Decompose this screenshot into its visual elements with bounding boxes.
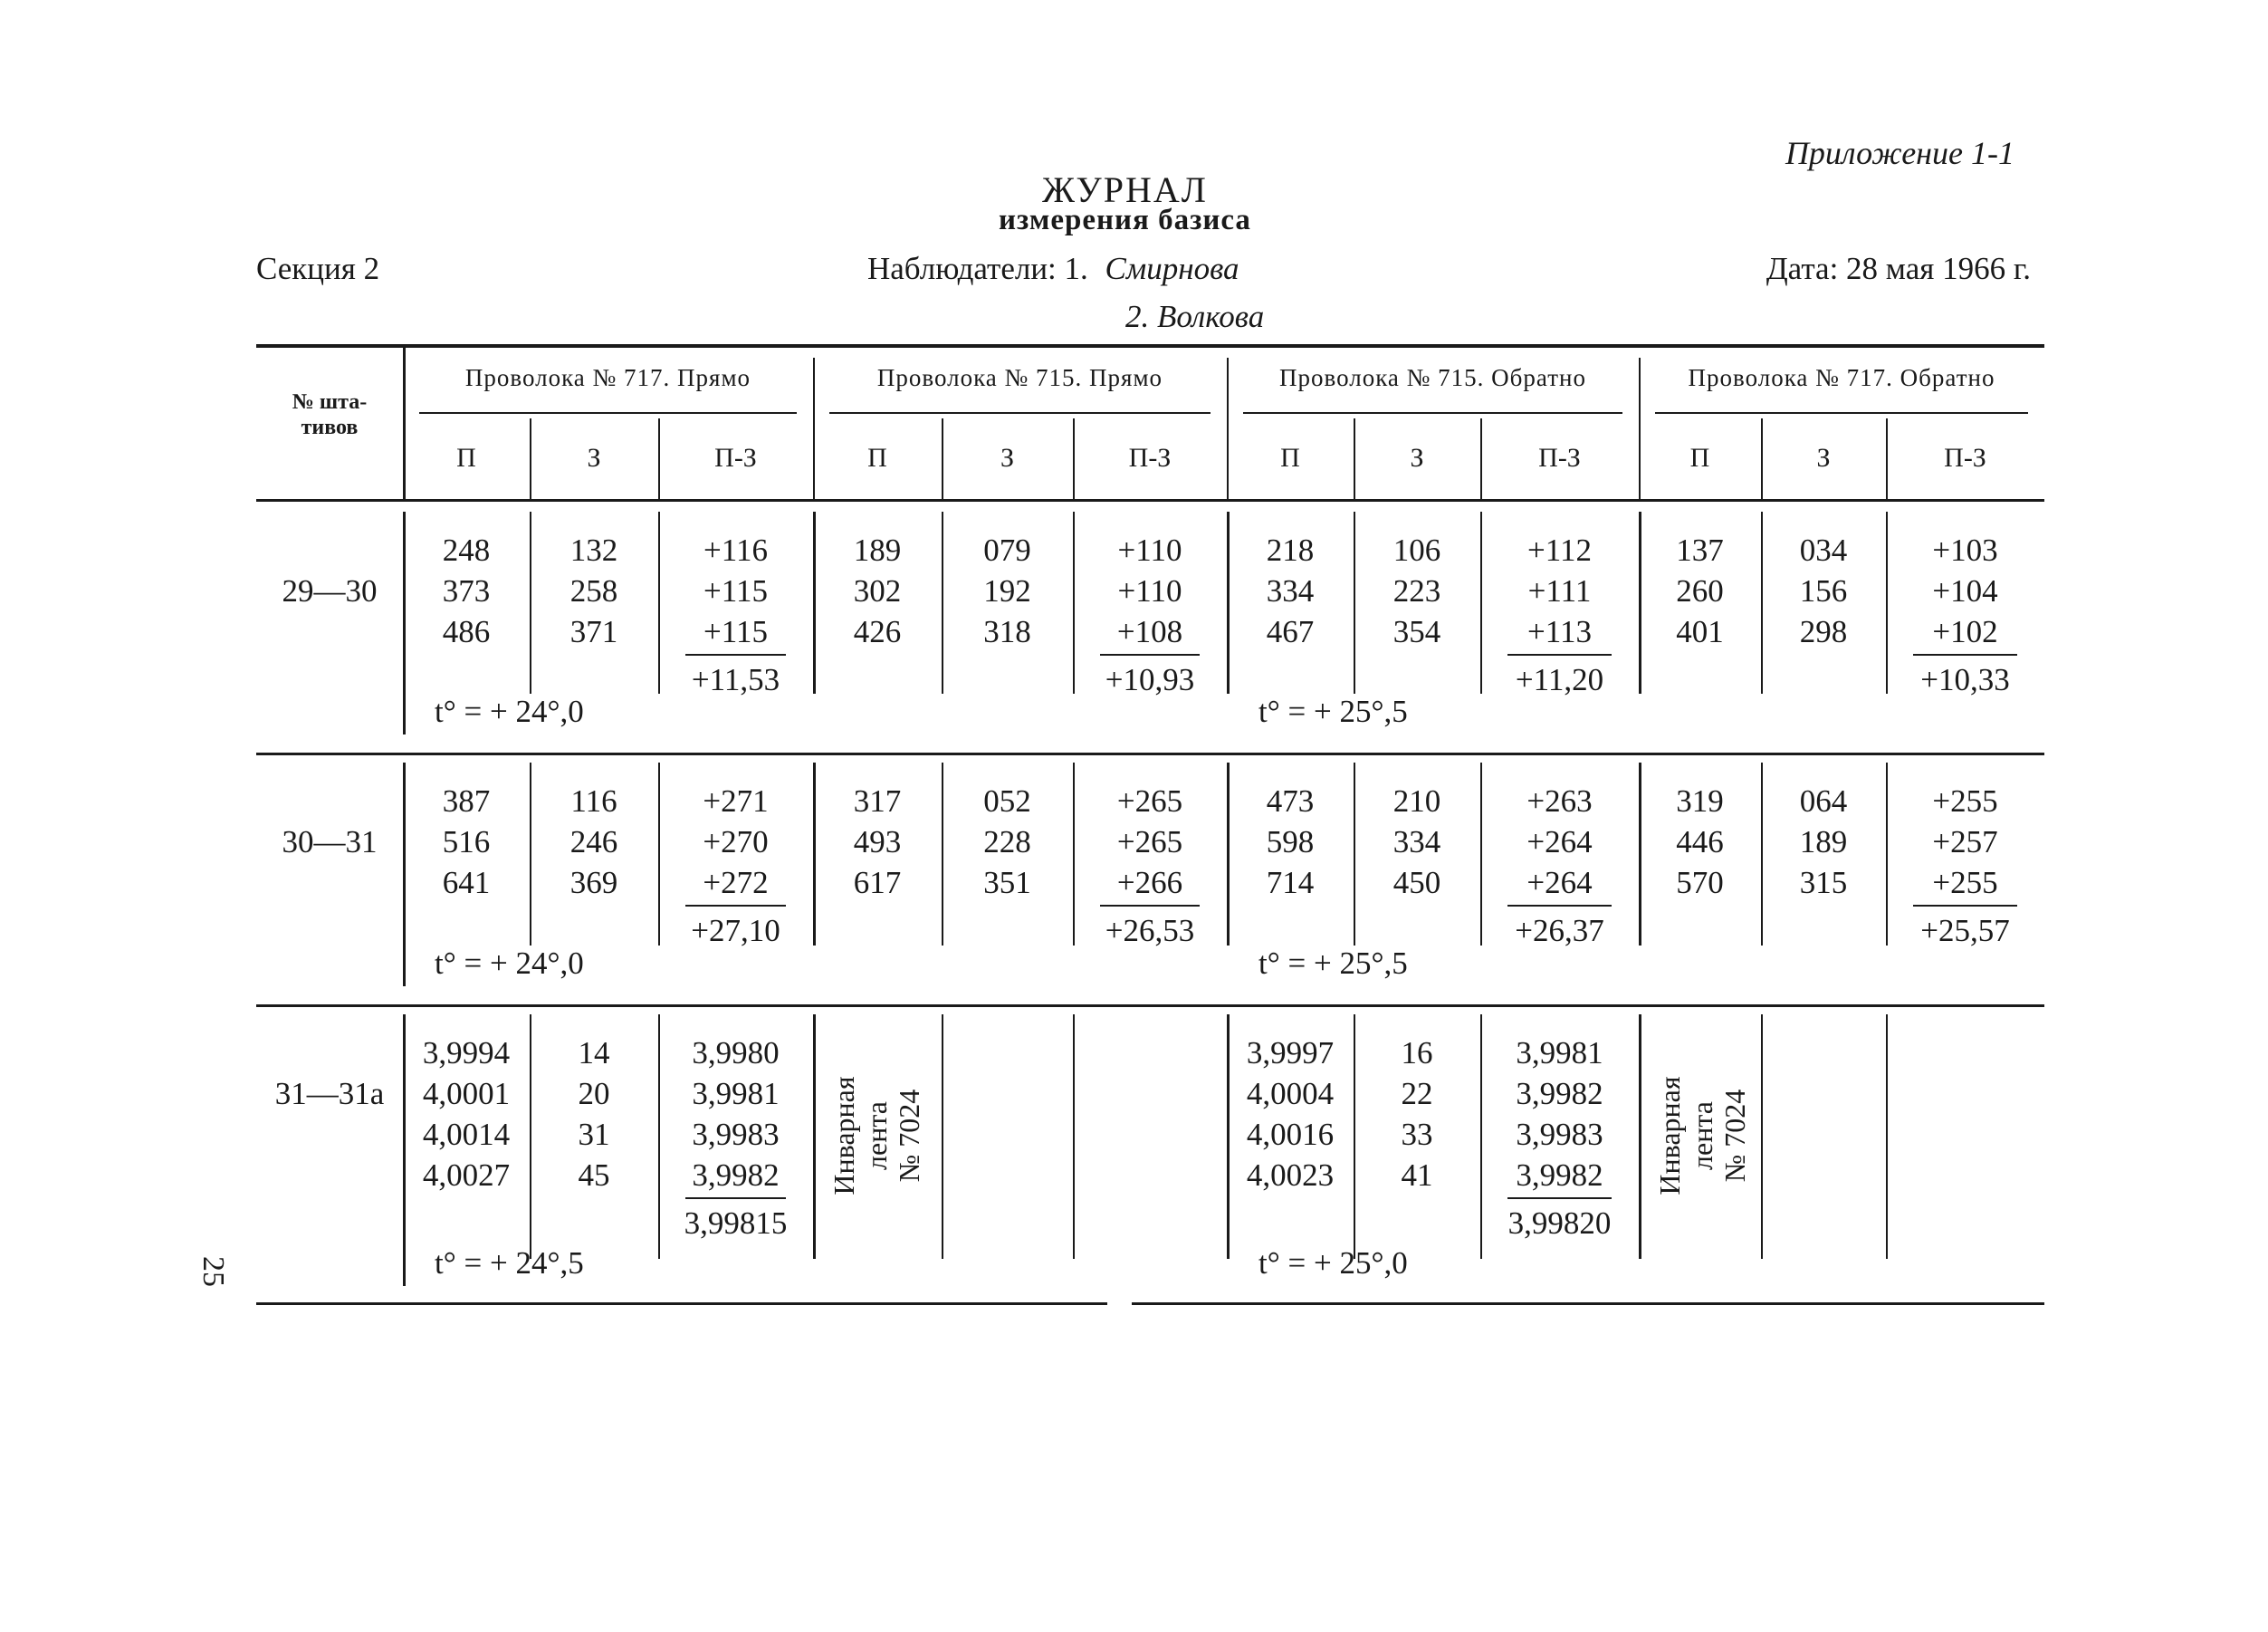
value-pz: +264 <box>1526 824 1593 859</box>
header-bottom-rule <box>256 499 2044 502</box>
mean-value: +27,10 <box>691 913 780 948</box>
wire-header-1: Проволока № 717. Прямо <box>464 364 751 391</box>
value-pz: +271 <box>703 783 769 819</box>
mean-value: 3,99820 <box>1507 1205 1612 1241</box>
value-p: 387 <box>442 783 491 819</box>
temperature-right: t° = + 25°,5 <box>1258 946 1408 981</box>
journal-subtitle: измерения базиса <box>999 204 1251 236</box>
sub-header-pz: П-З <box>714 443 757 473</box>
value-p: 486 <box>442 614 491 649</box>
value-pz: +265 <box>1116 783 1183 819</box>
section-label: Секция 2 <box>256 251 380 286</box>
value-z: 334 <box>1392 824 1441 859</box>
mean-rule <box>1507 905 1612 907</box>
value-z: 228 <box>983 824 1031 859</box>
sub-col-divider <box>942 1014 943 1259</box>
value-pz: 3,9982 <box>1516 1076 1603 1111</box>
value-z: 351 <box>983 865 1031 900</box>
value-p: 473 <box>1266 783 1315 819</box>
value-z: 132 <box>569 533 618 568</box>
value-z: 210 <box>1392 783 1441 819</box>
sub-header-z: З <box>587 443 601 473</box>
group-divider <box>813 1014 816 1259</box>
mean-value: +26,37 <box>1515 913 1604 948</box>
value-p: 3,9994 <box>422 1035 511 1070</box>
value-z: 116 <box>570 783 617 819</box>
value-p: 641 <box>442 865 491 900</box>
mean-value: +11,20 <box>1515 662 1604 697</box>
value-pz: +103 <box>1932 533 1998 568</box>
sub-col-divider <box>1480 418 1482 499</box>
value-p: 401 <box>1676 614 1724 649</box>
value-pz: 3,9981 <box>1516 1035 1603 1070</box>
value-pz: 3,9981 <box>692 1076 780 1111</box>
sub-header-pz: П-З <box>1944 443 1986 473</box>
value-pz: +264 <box>1526 865 1593 900</box>
station-label: 30—31 <box>282 824 378 859</box>
value-p: 137 <box>1676 533 1724 568</box>
appendix-label: Приложение 1-1 <box>1785 135 2014 171</box>
value-z: 189 <box>1799 824 1848 859</box>
observer-2: 2. Волкова <box>1125 299 1265 334</box>
value-z: 258 <box>569 573 618 609</box>
temperature-left: t° = + 24°,5 <box>435 1245 584 1281</box>
sub-col-divider <box>1073 418 1075 499</box>
value-pz: +270 <box>703 824 769 859</box>
value-pz: +110 <box>1117 573 1182 609</box>
value-z: 106 <box>1392 533 1441 568</box>
mean-rule <box>1913 905 2017 907</box>
value-pz: +113 <box>1527 614 1592 649</box>
value-p: 516 <box>442 824 491 859</box>
value-pz: 3,9983 <box>1516 1117 1603 1152</box>
value-z: 450 <box>1392 865 1441 900</box>
value-pz: +263 <box>1526 783 1593 819</box>
value-pz: +116 <box>703 533 768 568</box>
value-p: 319 <box>1676 783 1724 819</box>
value-pz: 3,9982 <box>692 1157 780 1193</box>
mean-rule <box>1100 654 1200 656</box>
value-z: 33 <box>1401 1117 1433 1152</box>
value-p: 570 <box>1676 865 1724 900</box>
sub-header-p: П <box>1689 443 1710 473</box>
sub-header-z: З <box>1000 443 1015 473</box>
value-pz: +115 <box>703 573 768 609</box>
value-p: 248 <box>442 533 491 568</box>
mean-value: +25,57 <box>1920 913 2010 948</box>
value-pz: 3,9983 <box>692 1117 780 1152</box>
invar-tape-note: Инварная лента № 7024 <box>828 1076 925 1195</box>
value-pz: +102 <box>1932 614 1998 649</box>
value-p: 446 <box>1676 824 1724 859</box>
value-pz: +255 <box>1932 783 1998 819</box>
wire-header-underline <box>829 412 1211 414</box>
row-separator <box>256 1004 2044 1007</box>
value-z: 20 <box>578 1076 610 1111</box>
value-pz: +104 <box>1932 573 1998 609</box>
value-p: 4,0023 <box>1246 1157 1335 1193</box>
sub-header-pz: П-З <box>1128 443 1172 473</box>
sub-header-p: П <box>456 443 476 473</box>
value-p: 467 <box>1266 614 1315 649</box>
value-pz: 3,9982 <box>1516 1157 1603 1193</box>
value-z: 315 <box>1799 865 1848 900</box>
station-column-header: № шта- тивов <box>292 390 368 439</box>
sub-col-divider <box>1761 1014 1763 1259</box>
value-z: 064 <box>1799 783 1848 819</box>
sub-col-divider <box>1354 418 1355 499</box>
mean-value: 3,99815 <box>684 1205 788 1241</box>
mean-rule <box>1913 654 2017 656</box>
value-p: 4,0001 <box>422 1076 511 1111</box>
value-z: 45 <box>578 1157 610 1193</box>
value-p: 218 <box>1266 533 1315 568</box>
mean-rule <box>1507 654 1612 656</box>
value-pz: +112 <box>1527 533 1592 568</box>
station-label: 29—30 <box>282 573 378 609</box>
mean-rule <box>685 654 786 656</box>
value-p: 4,0014 <box>422 1117 511 1152</box>
mean-rule <box>1100 905 1200 907</box>
value-p: 493 <box>853 824 902 859</box>
mean-value: +10,93 <box>1105 662 1195 697</box>
value-z: 16 <box>1401 1035 1433 1070</box>
value-z: 14 <box>578 1035 610 1070</box>
sub-col-divider <box>1886 1014 1888 1259</box>
value-pz: +257 <box>1932 824 1998 859</box>
value-pz: +265 <box>1116 824 1183 859</box>
value-pz: +110 <box>1117 533 1182 568</box>
mean-rule <box>685 1197 786 1199</box>
table-top-rule <box>256 344 2044 348</box>
sub-header-p: П <box>867 443 887 473</box>
value-p: 426 <box>853 614 902 649</box>
value-p: 302 <box>853 573 902 609</box>
sub-col-divider <box>530 418 531 499</box>
wire-header-4: Проволока № 717. Обратно <box>1688 364 1995 391</box>
value-p: 317 <box>853 783 902 819</box>
wire-header-2: Проволока № 715. Прямо <box>876 364 1163 391</box>
value-p: 4,0027 <box>422 1157 511 1193</box>
value-p: 4,0016 <box>1246 1117 1335 1152</box>
journal-title: ЖУРНАЛ <box>1042 169 1208 210</box>
temperature-right: t° = + 25°,0 <box>1258 1245 1408 1281</box>
observers-prefix: Наблюдатели: 1. <box>867 251 1088 286</box>
mean-rule <box>1507 1197 1612 1199</box>
temperature-left: t° = + 24°,0 <box>435 694 584 729</box>
sub-header-z: З <box>1410 443 1424 473</box>
value-z: 246 <box>569 824 618 859</box>
sub-col-divider <box>1073 1014 1075 1259</box>
sub-col-divider <box>1886 418 1888 499</box>
value-z: 156 <box>1799 573 1848 609</box>
value-p: 598 <box>1266 824 1315 859</box>
value-z: 22 <box>1401 1076 1433 1111</box>
wire-header-underline <box>1243 412 1622 414</box>
value-pz: 3,9980 <box>692 1035 780 1070</box>
table-bottom-rule <box>256 1302 1107 1305</box>
mean-value: +26,53 <box>1105 913 1195 948</box>
wire-header-underline <box>419 412 797 414</box>
value-pz: +111 <box>1527 573 1592 609</box>
temperature-right: t° = + 25°,5 <box>1258 694 1408 729</box>
value-z: 079 <box>983 533 1031 568</box>
mean-rule <box>685 905 786 907</box>
value-p: 189 <box>853 533 902 568</box>
value-z: 354 <box>1392 614 1441 649</box>
value-z: 223 <box>1392 573 1441 609</box>
group-divider <box>1639 1014 1641 1259</box>
value-p: 714 <box>1266 865 1315 900</box>
sub-col-divider <box>1761 418 1763 499</box>
invar-tape-note: Инварная лента № 7024 <box>1653 1076 1751 1195</box>
value-z: 318 <box>983 614 1031 649</box>
value-z: 192 <box>983 573 1031 609</box>
value-pz: +272 <box>703 865 769 900</box>
observer-1: Смирнова <box>1105 251 1239 286</box>
value-p: 4,0004 <box>1246 1076 1335 1111</box>
value-pz: +266 <box>1116 865 1183 900</box>
date-label: Дата: 28 мая 1966 г. <box>1766 251 2031 286</box>
sub-header-z: З <box>1816 443 1831 473</box>
value-p: 373 <box>442 573 491 609</box>
wire-header-3: Проволока № 715. Обратно <box>1279 364 1586 391</box>
value-p: 260 <box>1676 573 1724 609</box>
mean-value: +10,33 <box>1920 662 2010 697</box>
value-pz: +115 <box>703 614 768 649</box>
value-z: 41 <box>1401 1157 1433 1193</box>
sub-header-pz: П-З <box>1538 443 1581 473</box>
page-number: 25 <box>196 1256 230 1287</box>
value-pz: +255 <box>1932 865 1998 900</box>
value-z: 371 <box>569 614 618 649</box>
value-z: 298 <box>1799 614 1848 649</box>
wire-header-underline <box>1655 412 2028 414</box>
value-z: 034 <box>1799 533 1848 568</box>
row-separator <box>256 753 2044 755</box>
mean-value: +11,53 <box>691 662 780 697</box>
sub-col-divider <box>658 418 660 499</box>
value-pz: +108 <box>1116 614 1183 649</box>
sub-header-p: П <box>1280 443 1300 473</box>
value-p: 334 <box>1266 573 1315 609</box>
temperature-left: t° = + 24°,0 <box>435 946 584 981</box>
sub-col-divider <box>942 418 943 499</box>
value-z: 052 <box>983 783 1031 819</box>
value-z: 369 <box>569 865 618 900</box>
table-bottom-rule <box>1132 1302 2044 1305</box>
value-z: 31 <box>578 1117 610 1152</box>
value-p: 3,9997 <box>1246 1035 1335 1070</box>
observers-label <box>867 251 1239 287</box>
value-p: 617 <box>853 865 902 900</box>
station-label: 31—31а <box>274 1076 385 1111</box>
